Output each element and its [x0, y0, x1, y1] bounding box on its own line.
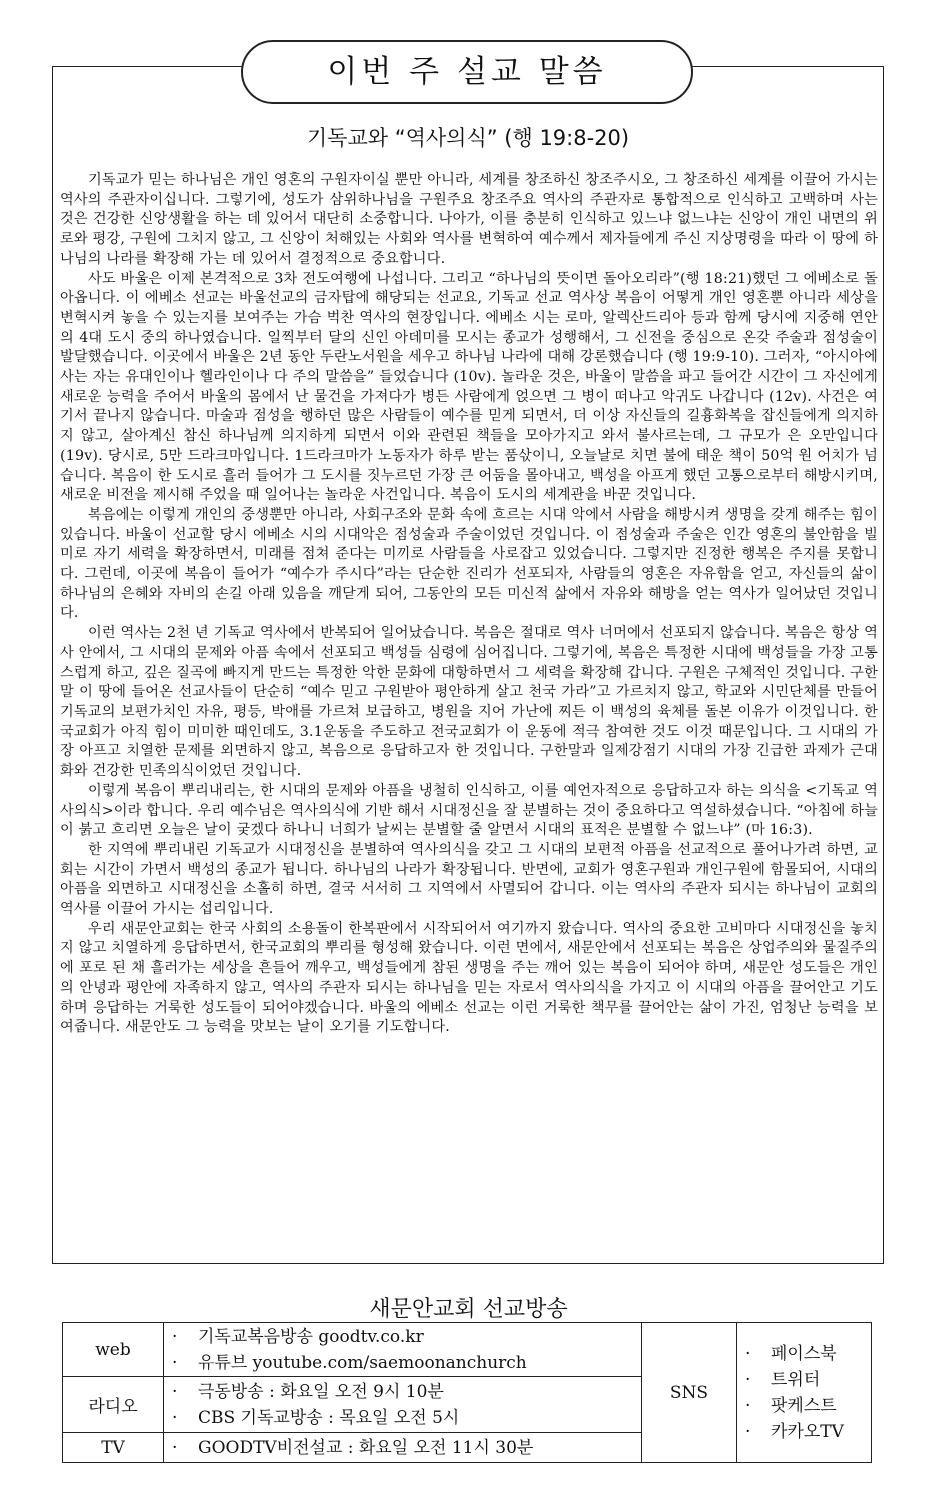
sermon-body — [60, 171, 878, 1038]
page-title: 이번 주 설교 말씀 — [241, 40, 693, 104]
sns-cell — [737, 1323, 872, 1463]
web-item-goodtv: · 기독교복음방송 goodtv.co.kr — [172, 1324, 633, 1350]
tv-label: TV — [63, 1433, 164, 1463]
radio-item-febc: · 극동방송 : 화요일 오전 9시 10분 — [172, 1379, 633, 1405]
sns-label: SNS — [642, 1323, 737, 1463]
radio-item-cbs: · CBS 기독교방송 : 목요일 오전 5시 — [172, 1405, 633, 1431]
sermon-paragraph-5: 이렇게 복음이 뿌리내리는, 한 시대의 문제와 아픔을 냉철히 인식하고, 이를 예언자적으로 응답하고자 하는 의식을 <기독교 역사의식>이라 합니다. 우리 예수님은 역사의식에 기반 해서 시대정신을 잘 분별하는 것이 중요하다고 역설하셨습니다. “아침에 하늘이 붉고 흐리면 오늘은 날이 궂겠다 하나니 너희가 날씨는 분별할 줄 알면서 시대의 표적은 분별할 수 없느냐” (마 16:3). — [60, 782, 878, 839]
sns-item-podcast: · 팟케스트 — [745, 1393, 863, 1419]
sermon-paragraph-1: 기독교가 믿는 하나님은 개인 영혼의 구원자이실 뿐만 아니라, 세계를 창조하신 창조주시오, 그 창조하신 세계를 이끌어 가시는 역사의 주관자이십니다. 그렇기에, 성도가 삼위하나님을 구원주요 창조주요 역사의 주관자로 통합적으로 인식하고 고백하며 사는 것은 건강한 신앙생활을 하는 데 있어서 대단히 소중합니다. 나아가, 이를 충분히 인식하고 있느냐 없느냐는 신앙이 개인 내면의 위로와 평강, 구원에 그치지 않고, 그 신앙이 처해있는 사회와 역사를 변혁하여 예수께서 제자들에게 주신 지상명령을 따라 이 땅에 하나님의 나라를 확장해 가는 데 있어서 결정적으로 중요합니다. — [60, 172, 878, 267]
radio-cell — [164, 1377, 642, 1433]
sermon-paragraph-2: 사도 바울은 이제 본격적으로 3차 전도여행에 나섭니다. 그리고 “하나님의 뜻이면 돌아오리라”(행 18:21)했던 그 에베소로 돌아옵니다. 이 에베소 선교는 바울선교의 금자탑에 해당되는 선교요, 기독교 선교 역사상 복음이 어떻게 개인 영혼뿐 아니라 세상을 변혁시켜 놓을 수 있는지를 보여주는 가슴 벅찬 역사의 현장입니다. 에베소 시는 로마, 알렉산드리아 등과 함께 당시에 지중해 연안의 4대 도시 중의 하나였습니다. 일찍부터 달의 신인 아데미를 모시는 종교가 성행해서, 그 신전을 중심으로 온갖 주술과 점성술이 발달했습니다. 이곳에서 바울은 2년 동안 두란노서원을 세우고 하나님 나라에 대해 강론했습니다 (행 19:9-10). 그러자, “아시아에 사는 자는 유대인이나 헬라인이나 다 주의 말씀을” 들었습니다 (10v). 놀라운 것은, 바울이 말씀을 파고 들어간 시간이 그 자신에게 새로운 능력을 주어서 바울의 몸에서 난 물건을 가져다가 병든 사람에게 얹으면 그 병이 떠나고 악귀도 나갑니다 (12v). 사건은 여기서 끝나지 않습니다. 마술과 점성을 행하던 많은 사람들이 예수를 믿게 되면서, 더 이상 자신들의 길흉화복을 잡신들에게 의지하지 않고, 살아계신 참신 하나님께 의지하게 되면서 이와 관련된 책들을 모아가지고 와서 불사르는데, 그 규모가 은 오만입니다 (19v). 당시로, 5만 드라크마입니다. 1드라크마가 노동자가 하루 받는 품삯이니, 오늘날로 치면 불에 태운 책이 50억 원 어치가 넘습니다. 복음이 한 도시로 흘러 들어가 그 도시를 짓누르던 가장 큰 어둠을 몰아내고, 백성을 아프게 했던 고통으로부터 해방시키며, 새로운 비전을 제시해 주었을 때 일어나는 놀라운 사건입니다. 복음이 도시의 세계관을 바꾼 것입니다. — [60, 270, 878, 504]
sns-item-facebook: · 페이스북 — [745, 1341, 863, 1367]
broadcast-title: 새문안교회 선교방송 — [369, 1297, 568, 1322]
sermon-paragraph-3: 복음에는 이렇게 개인의 중생뿐만 아니라, 사회구조와 문화 속에 흐르는 시대 악에서 사람을 해방시켜 생명을 갖게 해주는 힘이 있습니다. 바울이 선교할 당시 에베소 시의 시대악은 점성술과 주술이었던 것입니다. 이 점성술과 주술은 인간 영혼의 불안함을 빌미로 자기 세력을 확장하면서, 미래를 점쳐 준다는 미끼로 사람들을 사로잡고 있었습니다. 그렇지만 진정한 행복은 주지를 못합니다. 그런데, 이곳에 복음이 들어가 “예수가 주시다”라는 단순한 진리가 선포되자, 사람들의 영혼은 자유함을 얻고, 자신들의 삶이 하나님의 은혜와 자비의 손길 아래 있음을 깨닫게 되어, 그동안의 모든 미신적 삶에서 자유와 해방을 얻는 역사가 일어났던 것입니다. — [60, 506, 878, 622]
sermon-paragraph-4: 이런 역사는 2천 년 기독교 역사에서 반복되어 일어났습니다. 복음은 절대로 역사 너머에서 선포되지 않습니다. 복음은 항상 역사 안에서, 그 시대의 문제와 아픔 속에서 선포되고 백성들 심령에 심어집니다. 그렇기에, 복음은 특정한 시대에 백성들을 가장 고통스럽게 하고, 깊은 질곡에 빠지게 만드는 특정한 악한 문화에 대항하면서 그 세력을 확장해 갑니다. 구원은 구체적인 것입니다. 구한말 이 땅에 들어온 선교사들이 단순히 “예수 믿고 구원받아 평안하게 살고 천국 가라”고 가르치지 않고, 학교와 시민단체를 만들어 기독교의 보편가치인 자유, 평등, 박애를 가르쳐 보급하고, 병원을 지어 가난에 찌든 이 백성의 육체를 돌본 이유가 이것입니다. 한국교회가 아직 힘이 미미한 때인데도, 3.1운동을 주도하고 전국교회가 이 운동에 적극 참여한 것도 이것 때문입니다. 그 시대의 가장 아프고 치열한 문제를 외면하지 않고, 복음으로 응답하고자 한 것입니다. 구한말과 일제강점기 시대의 가장 긴급한 과제가 근대화와 건강한 민족의식이었던 것입니다. — [60, 625, 878, 780]
sermon-paragraph-6: 한 지역에 뿌리내린 기독교가 시대정신을 분별하여 역사의식을 갖고 그 시대의 보편적 아픔을 선교적으로 풀어나가려 하면, 교회는 시간이 가면서 백성의 종교가 됩니다. 하나님의 나라가 확장됩니다. 반면에, 교회가 영혼구원과 개인구원에 함몰되어, 시대의 아픔을 외면하고 시대정신을 소홀히 하면, 결국 서서히 그 지역에서 사멸되어 갑니다. 이는 역사의 주관자 되시는 하나님이 교회의 역사를 이끌어 가시는 섭리입니다. — [60, 841, 878, 918]
tv-item-goodtv: · GOODTV비전설교 : 화요일 오전 11시 30분 — [172, 1435, 633, 1461]
broadcast-row-web — [63, 1323, 872, 1377]
sermon-title: 기독교와 “역사의식” (행 19:8-20) — [306, 126, 630, 150]
sermon-paragraph-7: 우리 새문안교회는 한국 사회의 소용돌이 한복판에서 시작되어서 여기까지 왔습니다. 역사의 중요한 고비마다 시대정신을 놓치지 않고 치열하게 응답하면서, 한국교회의 뿌리를 형성해 왔습니다. 이런 면에서, 새문안에서 선포되는 복음은 상업주의와 물질주의에 포로 된 채 흘러가는 세상을 흔들어 깨우고, 백성들에게 참된 생명을 주는 깨어 있는 복음이 되어야 하며, 새문안 성도들은 개인의 안녕과 평안에 자족하지 않고, 역사의 주관자 되시는 하나님을 믿는 자로서 역사의식을 가지고 이 시대의 아픔을 끌어안고 기도하며 응답하는 거룩한 성도들이 되어야겠습니다. 바울의 에베소 선교는 이런 거룩한 책무를 끌어안는 삶이 가진, 엄청난 능력을 보여줍니다. 새문안도 그 능력을 맛보는 날이 오기를 기도합니다. — [60, 920, 878, 1036]
tv-cell — [164, 1433, 642, 1463]
broadcast-table — [62, 1322, 872, 1463]
radio-label: 라디오 — [63, 1377, 164, 1433]
web-label: web — [63, 1323, 164, 1377]
sns-item-twitter: · 트위터 — [745, 1367, 863, 1393]
web-item-youtube: · 유튜브 youtube.com/saemoonanchurch — [172, 1350, 633, 1376]
web-cell — [164, 1323, 642, 1377]
sns-item-kakaotv: · 카카오TV — [745, 1419, 863, 1445]
